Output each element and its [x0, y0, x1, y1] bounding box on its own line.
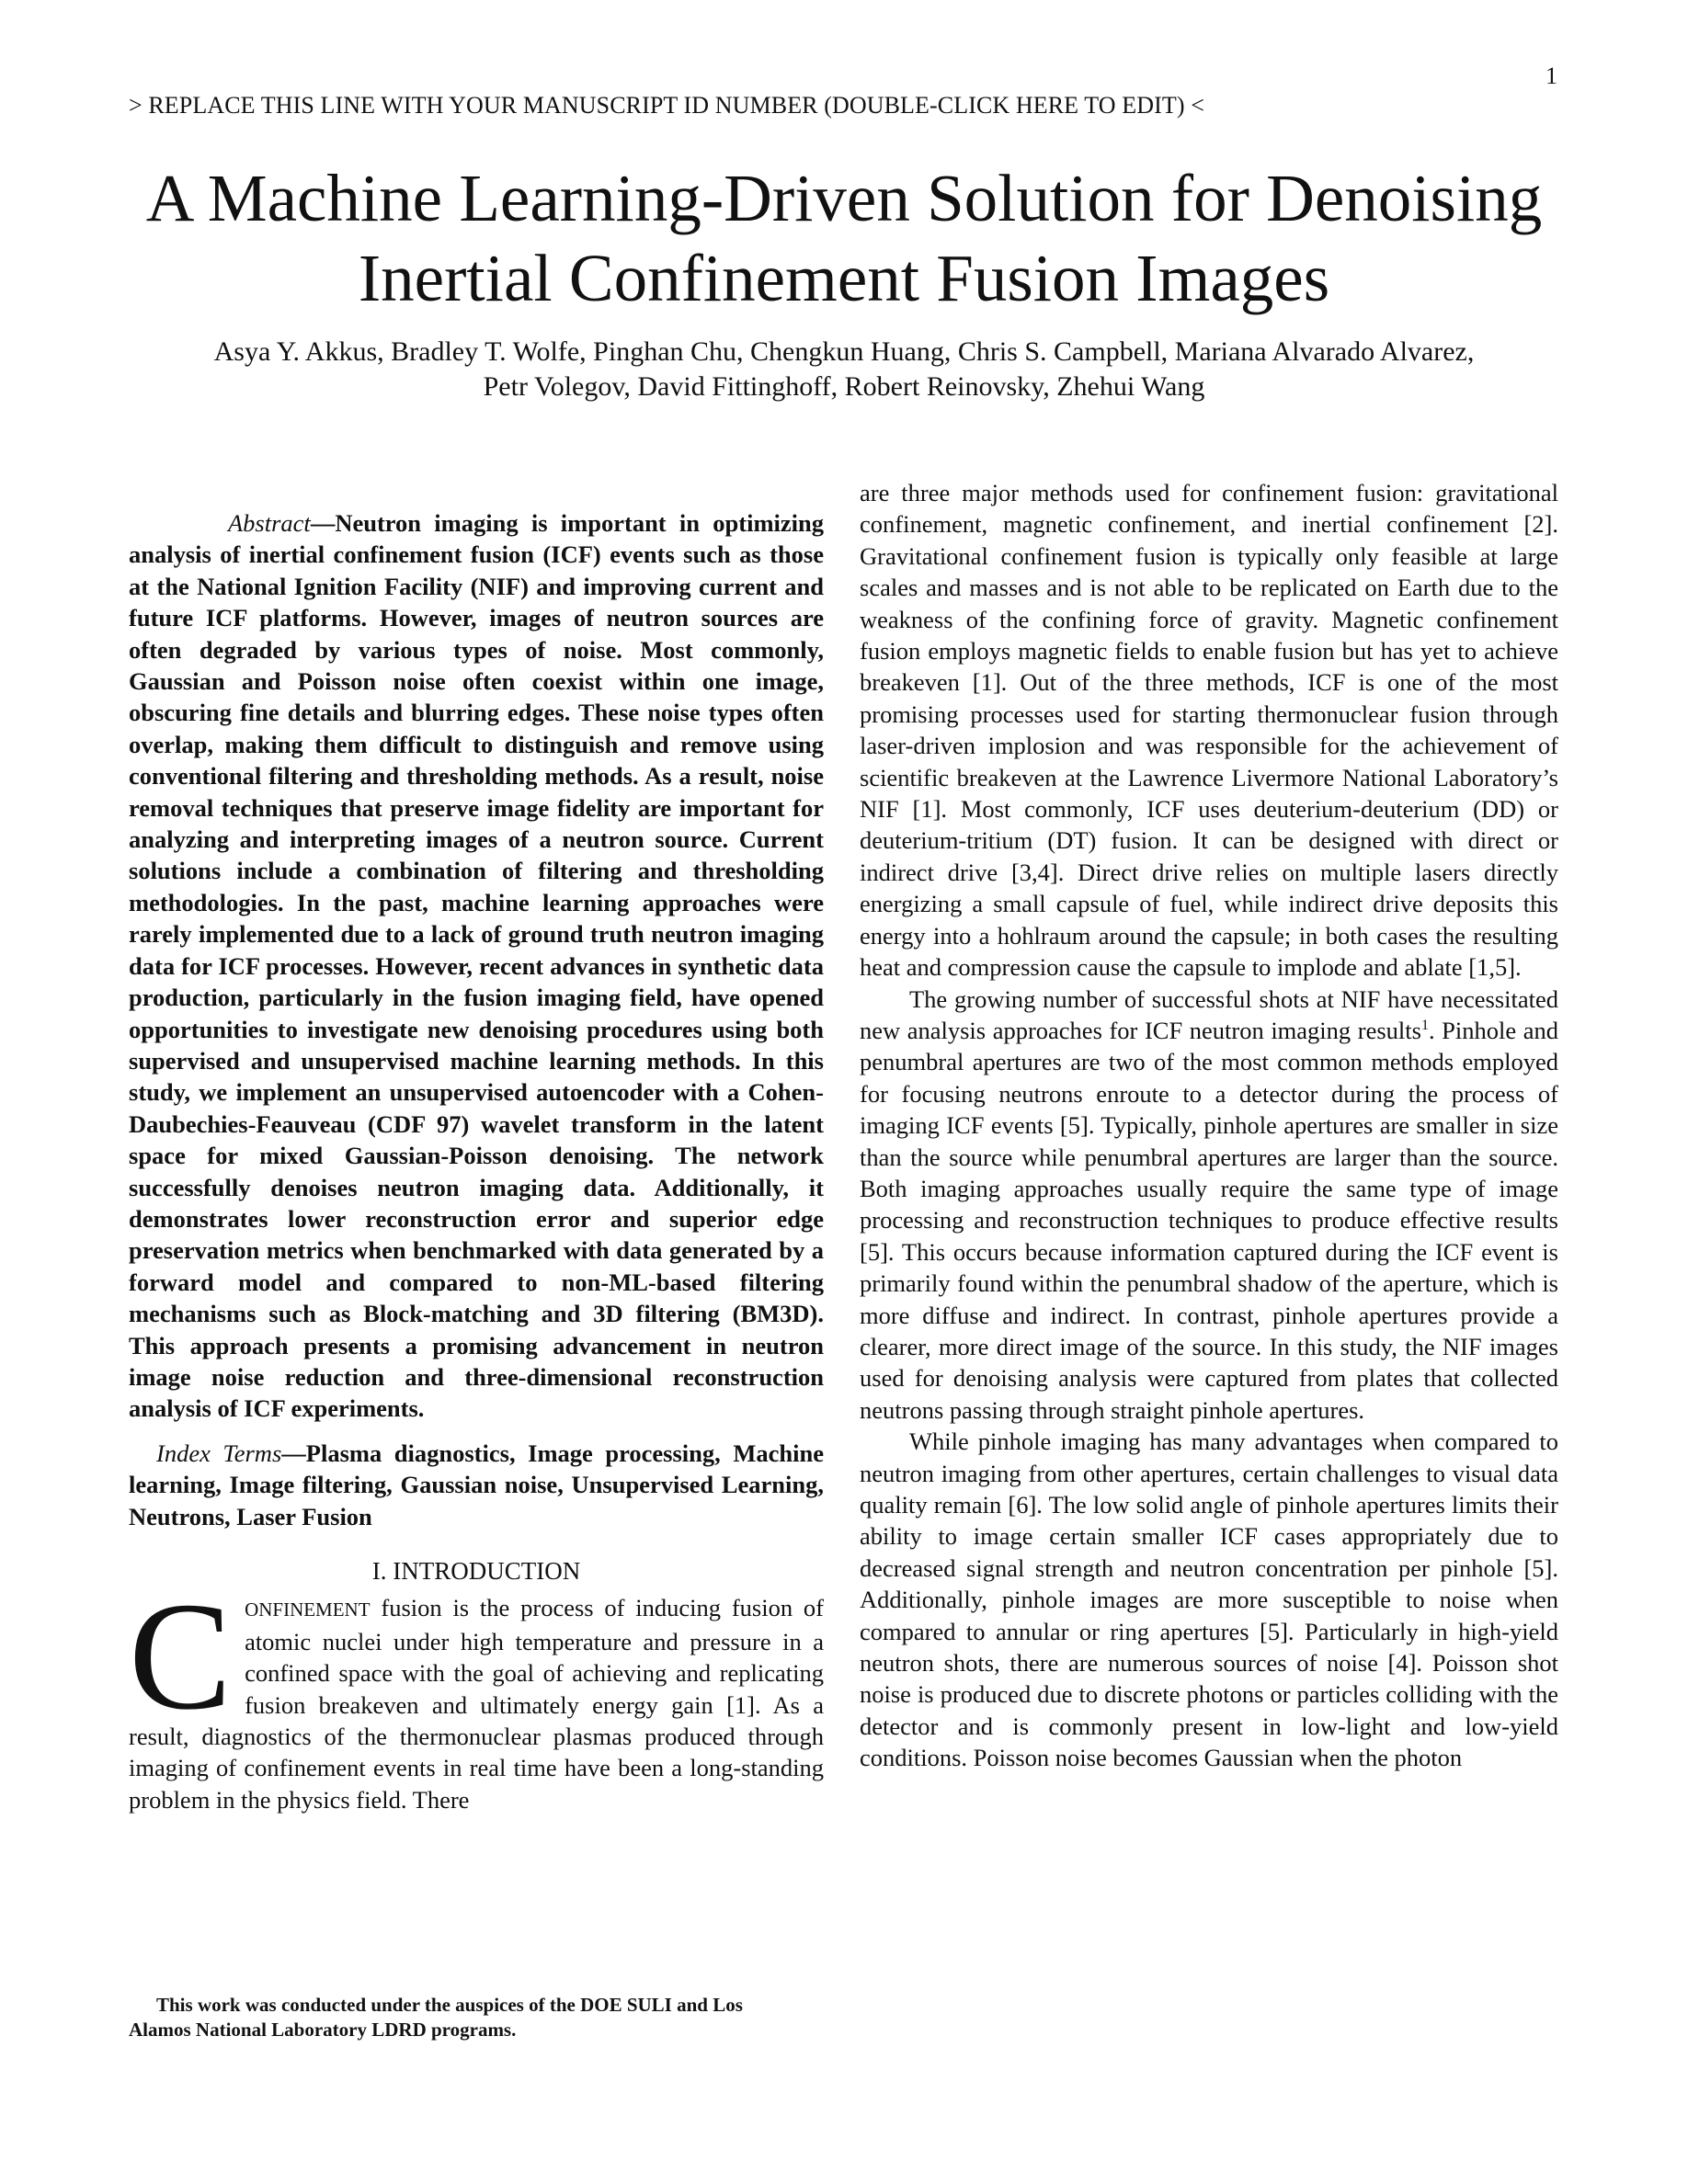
section-heading-introduction: I. INTRODUCTION [371, 1557, 581, 1585]
paper-title: A Machine Learning-Driven Solution for Denoising Inertial Confinement Fusion Images [145, 161, 1543, 315]
paragraph-analysis-approaches [860, 984, 1558, 1427]
footnote-line-1: This work was conducted under the auspices of the DOE SULI and Los [156, 1994, 743, 2016]
index-terms-label: Index Terms [156, 1439, 282, 1467]
right-column [860, 477, 1558, 1774]
index-terms-text: —Plasma diagnostics, Image processing, Machine learning, Image filtering, Gaussian noise, Unsupervised Learning, Neutrons, Laser Fusion [129, 1439, 824, 1530]
left-column [129, 507, 824, 1815]
abstract-text: —Neutron imaging is important in optimizing analysis of inertial confinement fusion (ICF) events such as those at the National Ignition Facility (NIF) and improving current and future ICF platforms. However, images of neutron sources are often degraded by various types of noise. Most commonly, Gaussian and Poisson noise often coexist within one image, obscuring fine details and blurring edges. These noise types often overlap, making them difficult to distinguish and remove using conventional filtering and thresholding methods. As a result, noise removal techniques that preserve image fidelity are important for analyzing and interpreting images of a neutron source. Current solutions include a combination of filtering and thresholding methodologies. In the past, machine learning approaches were rarely implemented due to a lack of ground truth neutron imaging data for ICF processes. However, recent advances in synthetic data production, particularly in the fusion imaging field, have opened opportunities to investigate new denoising procedures using both supervised and unsupervised machine learning methods. In this study, we implement an unsupervised autoencoder with a Cohen-Daubechies-Feauveau (CDF 97) wavelet transform in the latent space for mixed Gaussian-Poisson denoising. The network successfully denoises neutron imaging data. Additionally, it demonstrates lower reconstruction error and superior edge preservation metrics when benchmarked with data generated by a forward model and compared to non-ML-based filtering mechanisms such as Block-matching and 3D filtering (BM3D). This approach presents a promising advancement in neutron image noise reduction and three-dimensional reconstruction analysis of ICF experiments. [129, 509, 824, 1423]
intro-text: fusion is the process of inducing fusion of atomic nuclei under high temperature and pressure in a confined space with the goal of achieving and replicating fusion breakeven and ultimately energy gain [1]. As a result, diagnostics of the thermonuclear plasmas produced through imaging of confinement events in real time have been a long-standing problem in the physics field. There [129, 1594, 824, 1814]
author-list [101, 335, 1587, 404]
p2-text-b: . Pinhole and penumbral apertures are two of the most common methods employed for focusing neutrons enroute to a detector during the process of imaging ICF events [5]. Typically, pinhole apertures are smaller in size than the source while penumbral apertures are larger than the source. Both imaging approaches usually require the same type of image processing and reconstruction techniques to produce effective results [5]. This occurs because information captured during the ICF event is primarily found within the penumbral shadow of the aperture, which is more diffuse and indirect. In contrast, pinhole apertures provide a clearer, more direct image of the source. In this study, the NIF images used for denoising analysis were captured from plates that collected neutrons passing through straight pinhole apertures. [860, 1016, 1558, 1424]
footnote [129, 1993, 824, 2042]
authors-line-1: Asya Y. Akkus, Bradley T. Wolfe, Pinghan Chu, Chengkun Huang, Chris S. Campbell, Mariana Alvarado Alvarez, [213, 336, 1475, 367]
manuscript-id-line: > REPLACE THIS LINE WITH YOUR MANUSCRIPT ID NUMBER (DOUBLE-CLICK HERE TO EDIT) < [129, 92, 1204, 119]
paragraph-confinement-methods: are three major methods used for confinement fusion: gravitational confinement, magnetic confinement, and inertial confinement [2]. Gravitational confinement fusion is typically only feasible at large scales and masses and is not able to be replicated on Earth due to the weakness of the confining force of gravity. Magnetic confinement fusion employs magnetic fields to enable fusion but has yet to achieve breakeven [1]. Out of the three methods, ICF is one of the most promising processes used for starting thermonuclear fusion through laser-driven implosion and was responsible for the achievement of scientific breakeven at the Lawrence Livermore National Laboratory’s NIF [1]. Most commonly, ICF uses deuterium-deuterium (DD) or deuterium-tritium (DT) fusion. It can be designed with direct or indirect drive [3,4]. Direct drive relies on multiple lasers directly energizing a small capsule of fuel, while indirect drive deposits this energy into a hohlraum around the capsule; in both cases the resulting heat and compression cause the capsule to implode and ablate [1,5]. [860, 479, 1558, 982]
drop-cap: C [129, 1571, 233, 1743]
intro-small-caps: ONFINEMENT [245, 1598, 371, 1621]
abstract [129, 507, 824, 1425]
abstract-label: Abstract [228, 509, 311, 537]
authors-line-2: Petr Volegov, David Fittinghoff, Robert Reinovsky, Zhehui Wang [483, 371, 1205, 402]
footnote-marker: 1 [1420, 1018, 1429, 1034]
paragraph-pinhole-imaging: While pinhole imaging has many advantages when compared to neutron imaging from other apertures, certain challenges to visual data quality remain [6]. The low solid angle of pinhole apertures limits their ability to image certain smaller ICF cases appropriately due to decreased signal strength and neutron concentration per pinhole [5]. Additionally, pinhole images are more susceptible to noise when compared to annular or ring apertures [5]. Particularly in high-yield neutron shots, there are numerous sources of noise [4]. Poisson shot noise is produced due to discrete photons or particles colliding with the detector and is commonly present in low-light and low-yield conditions. Poisson noise becomes Gaussian when the photon [860, 1428, 1558, 1772]
p2-text-a: The growing number of successful shots at NIF have necessitated new analysis approaches for ICF neutron imaging results [860, 984, 1558, 1044]
page-number: 1 [1545, 63, 1557, 89]
index-terms [129, 1438, 824, 1532]
footnote-line-2: Alamos National Laboratory LDRD programs. [129, 2019, 517, 2041]
